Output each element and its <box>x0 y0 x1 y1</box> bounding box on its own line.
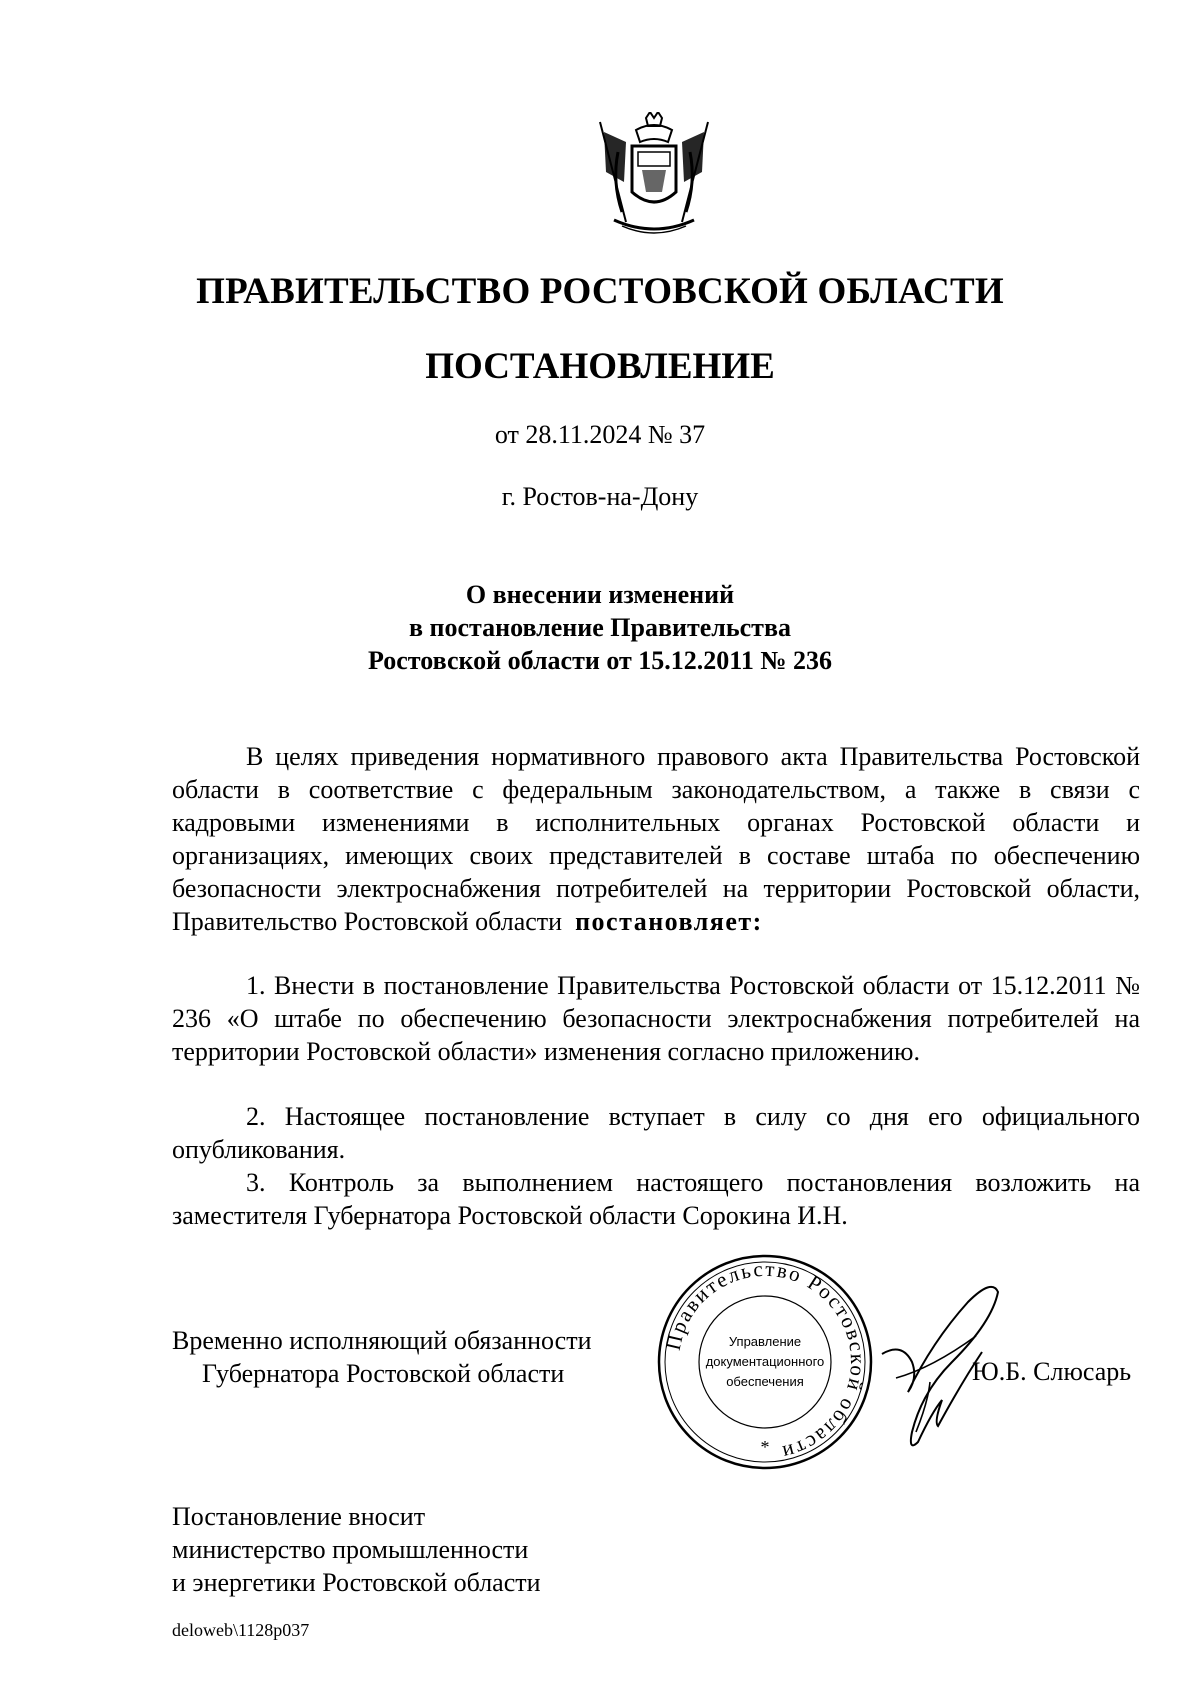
document-city: г. Ростов-на-Дону <box>501 482 699 511</box>
decree-item: 1. Внести в постановление Правительства Ростовской области от 15.12.2011 № 236 «О штабе по обеспечению безопасности электроснабжения потребителей на территории Ростовской области» изменения согласно приложению. <box>172 971 1140 1066</box>
signer-name: Ю.Б. Слюсарь <box>972 1357 1132 1386</box>
signer-position-line: Губернатора Ростовской области <box>202 1359 565 1388</box>
stamp-star: * <box>760 1437 770 1457</box>
stamp-center-line: обеспечения <box>726 1374 804 1389</box>
signer-position <box>172 1324 592 1390</box>
decree-word: постановляет: <box>575 907 763 936</box>
stamp-center-line: Управление <box>728 1334 802 1349</box>
file-reference: deloweb\1128p037 <box>172 1620 310 1640</box>
subject-line: Ростовской области от 15.12.2011 № 236 <box>368 646 832 675</box>
submission-note <box>172 1500 541 1599</box>
submission-note-line: министерство промышленности <box>172 1535 529 1564</box>
document-subject <box>0 578 1200 677</box>
submission-note-line: и энергетики Ростовской области <box>172 1568 541 1597</box>
subject-line: О внесении изменений <box>465 580 735 609</box>
org-title: ПРАВИТЕЛЬСТВО РОСТОВСКОЙ ОБЛАСТИ <box>196 271 1004 312</box>
signer-position-line: Временно исполняющий обязанности <box>172 1326 592 1355</box>
coat-of-arms-icon <box>596 112 712 240</box>
stamp-center-line: документационного <box>705 1354 825 1369</box>
preamble-paragraph <box>172 740 1140 938</box>
subject-line: в постановление Правительства <box>408 613 791 642</box>
stamp-ring-text: Правительство Ростовской области <box>660 1256 871 1466</box>
document-type: ПОСТАНОВЛЕНИЕ <box>425 346 775 387</box>
submission-note-line: Постановление вносит <box>172 1502 426 1531</box>
preamble-text: В целях приведения нормативного правового акта Правительства Ростовской области в соответствие с федеральным законодательством, а также в связи с кадровыми изменениями в исполнительных органах Ростовской области и организациях, имеющих своих представителей в составе штаба по обеспечению безопасности электроснабжения потребителей на территории Ростовской области, Правительство Ростовской области <box>172 742 1140 936</box>
document-date-number: от 28.11.2024 № 37 <box>494 420 706 449</box>
official-stamp <box>656 1253 874 1471</box>
decree-item: 2. Настоящее постановление вступает в силу со дня его официального опубликования. <box>172 1102 1140 1164</box>
decree-item: 3. Контроль за выполнением настоящего постановления возложить на заместителя Губернатора Ростовской области Сорокина И.Н. <box>172 1168 1140 1230</box>
